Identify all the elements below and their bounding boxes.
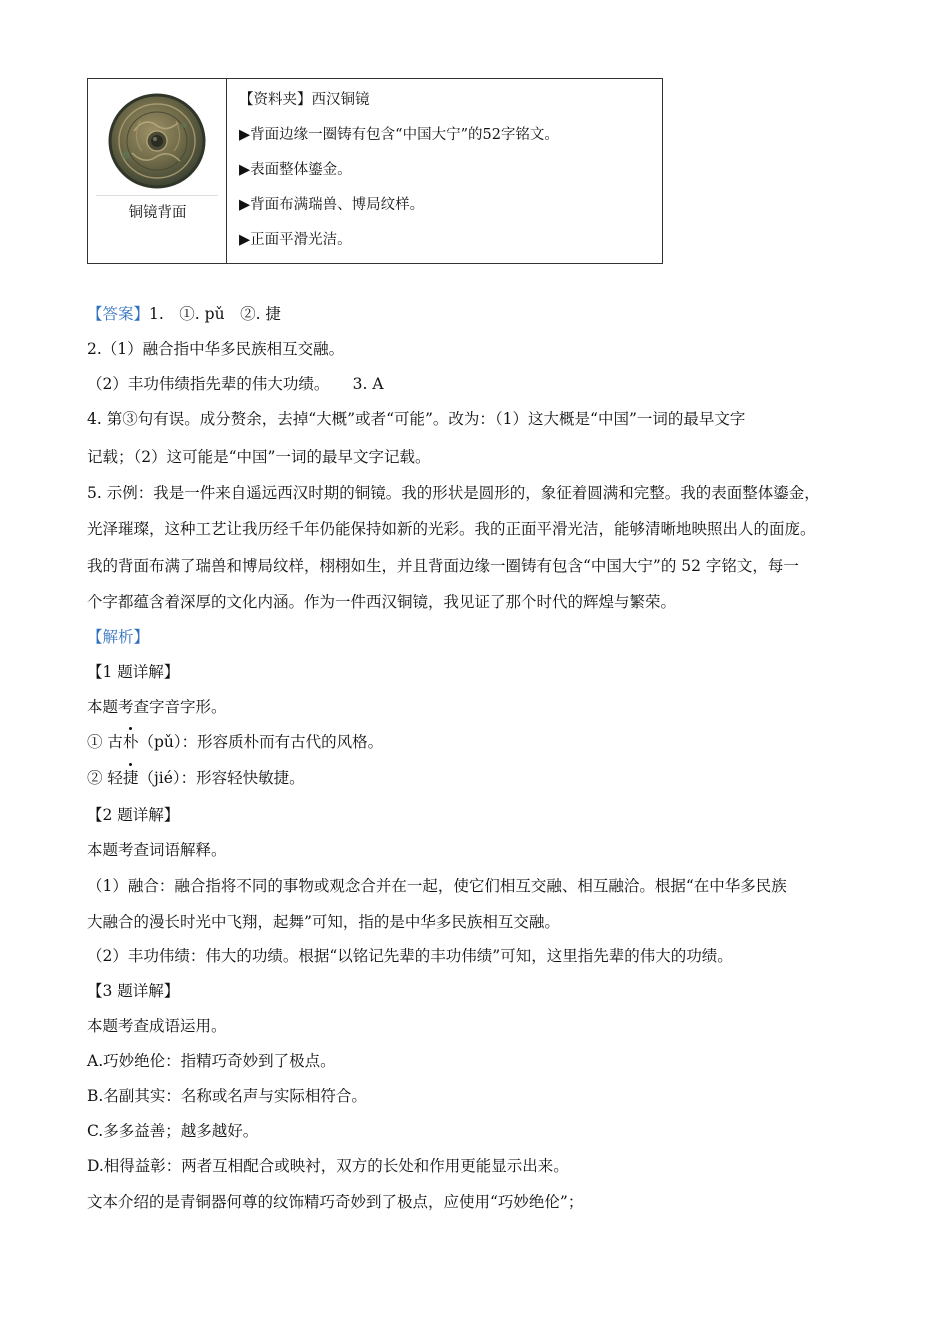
- info-item: ▶正面平滑光洁。: [239, 232, 352, 248]
- reference-info-box: [87, 78, 663, 264]
- q2-line: 大融合的漫长时光中飞翔，起舞”可知，指的是中华多民族相互交融。: [87, 913, 560, 931]
- answer-line: 我的背面布满了瑞兽和博局纹样，栩栩如生，并且背面边缘一圈铸有包含“中国大宁”的 52 字铭文，每一: [87, 557, 799, 575]
- q1-intro: 本题考查字音字形。: [87, 698, 227, 716]
- answer-line-1: [87, 304, 281, 324]
- q1-heading: 【1 题详解】: [87, 663, 180, 681]
- mirror-image-cell: [88, 79, 227, 263]
- caption-divider: [96, 195, 218, 196]
- bronze-mirror-image: [96, 91, 218, 191]
- q3-option-c: C.多多益善；越多越好。: [87, 1122, 259, 1140]
- q1-item-2-rest: （jié）：形容轻快敏捷。: [138, 769, 305, 787]
- answer-line: 2.（1）融合指中华多民族相互交融。: [87, 340, 345, 358]
- q3-intro: 本题考查成语运用。: [87, 1017, 227, 1035]
- q3-option-b: B.名副其实：名称或名声与实际相符合。: [87, 1087, 367, 1105]
- q2-intro: 本题考查词语解释。: [87, 841, 227, 859]
- emphasis-char: 捷: [122, 769, 139, 787]
- q1-item-1: [87, 732, 383, 752]
- answer-q1: 1. ①. pǔ ②. 捷: [149, 305, 281, 323]
- q2-line: （2）丰功伟绩：伟大的功绩。根据“以铭记先辈的丰功伟绩”可知，这里指先辈的伟大的功绩。: [87, 947, 733, 965]
- q3-heading: 【3 题详解】: [87, 982, 180, 1000]
- info-text-cell: [227, 79, 662, 263]
- q2-line: （1）融合：融合指将不同的事物或观念合并在一起，使它们相互交融、相互融洽。根据“在中华多民族: [87, 877, 787, 895]
- q2-heading: 【2 题详解】: [87, 806, 180, 824]
- emphasis-char: 朴: [122, 733, 139, 751]
- answer-line: 5. 示例：我是一件来自遥远西汉时期的铜镜。我的形状是圆形的，象征着圆满和完整。我的表面整体鎏金，: [87, 484, 820, 502]
- answer-line: 4. 第③句有误。成分赘余，去掉“大概”或者“可能”。改为：（1）这大概是“中国”一词的最早文字: [87, 410, 746, 428]
- answer-line: 记载；（2）这可能是“中国”一词的最早文字记载。: [87, 448, 431, 466]
- q3-conclusion: 文本介绍的是青铜器何尊的纹饰精巧奇妙到了极点，应使用“巧妙绝伦”；: [87, 1193, 584, 1211]
- info-item: ▶表面整体鎏金。: [239, 162, 352, 178]
- q1-item-1-rest: （pǔ）：形容质朴而有古代的风格。: [138, 733, 384, 751]
- analysis-label: 【解析】: [87, 628, 150, 646]
- info-title: 【资料夹】西汉铜镜: [239, 92, 370, 108]
- answer-line: 光泽璀璨，这种工艺让我历经千年仍能保持如新的光彩。我的正面平滑光洁，能够清晰地映照出人的面庞。: [87, 520, 816, 538]
- answer-label: 【答案】: [87, 305, 150, 323]
- q3-option-a: A.巧妙绝伦：指精巧奇妙到了极点。: [87, 1052, 336, 1070]
- mirror-caption: 铜镜背面: [128, 205, 187, 221]
- q1-item-1-prefix: ① 古: [87, 733, 123, 751]
- answer-line: （2）丰功伟绩指先辈的伟大功绩。 3. A: [87, 375, 384, 393]
- info-item: ▶背面布满瑞兽、博局纹样。: [239, 197, 425, 213]
- q1-item-2-prefix: ② 轻: [87, 769, 123, 787]
- q3-option-d: D.相得益彰：两者互相配合或映衬，双方的长处和作用更能显示出来。: [87, 1157, 569, 1175]
- q1-item-2: [87, 768, 305, 788]
- answer-line: 个字都蕴含着深厚的文化内涵。作为一件西汉铜镜，我见证了那个时代的辉煌与繁荣。: [87, 593, 677, 611]
- info-item: ▶背面边缘一圈铸有包含“中国大宁”的52字铭文。: [239, 127, 559, 143]
